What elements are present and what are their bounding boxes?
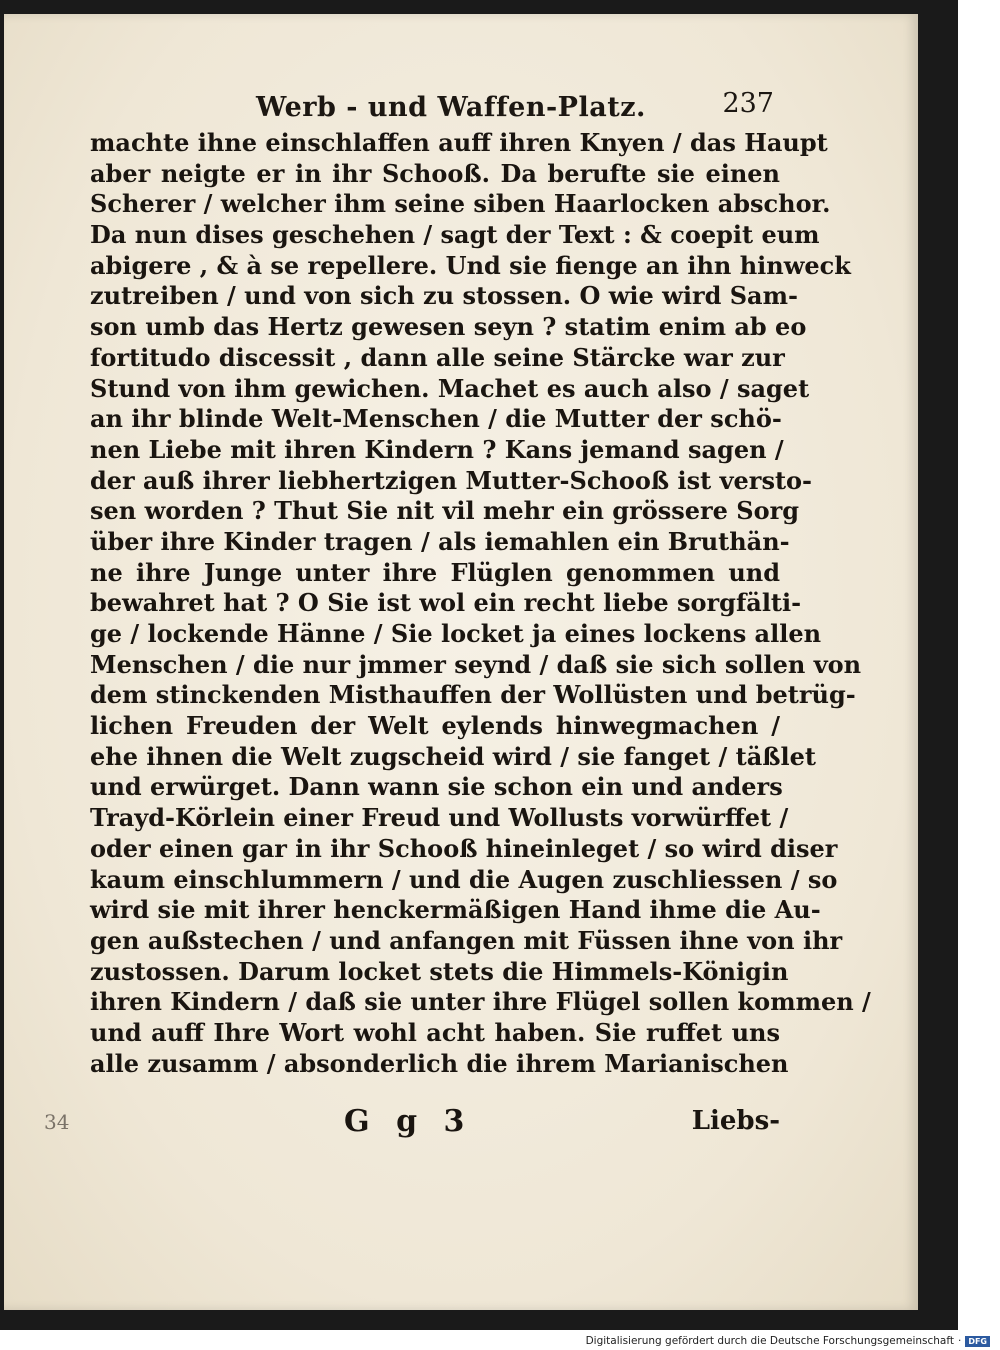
text-line: abigere , & à se repellere. Und sie fienge an ihn hinweck: [90, 250, 851, 280]
catchword: Liebs-: [691, 1106, 780, 1136]
body-text: [90, 128, 871, 1079]
text-line: son umb das Hertz gewesen seyn ? statim enim ab eo: [90, 312, 807, 342]
text-line: dem stinckenden Misthauffen der Wollüsten und betrüg-: [90, 680, 856, 710]
text-line: ihren Kindern / daß sie unter ihre Flügel sollen kommen /: [90, 987, 871, 1017]
attribution-text: Digitalisierung gefördert durch die Deutsche Forschungsgemeinschaft: [585, 1335, 954, 1347]
text-line: und auff Ihre Wort wohl acht haben. Sie ruffet uns: [90, 1017, 780, 1047]
signature-mark: G g 3: [344, 1104, 473, 1139]
text-line: sen worden ? Thut Sie nit vil mehr ein grössere Sorg: [90, 496, 800, 526]
text-line: wird sie mit ihrer henckermäßigen Hand ihme die Au-: [90, 895, 821, 925]
text-line: ge / lockende Hänne / Sie locket ja eines lockens allen: [90, 619, 822, 648]
book-page: [4, 14, 918, 1310]
text-line: zutreiben / und von sich zu stossen. O wie wird Sam-: [90, 281, 798, 311]
text-line: an ihr blinde Welt-Menschen / die Mutter der schö-: [90, 404, 782, 434]
text-line: Stund von ihm gewichen. Machet es auch also / saget: [90, 373, 810, 403]
text-line: über ihre Kinder tragen / als iemahlen ein Bruthän-: [90, 526, 790, 556]
text-line: kaum einschlummern / und die Augen zuschliessen / so: [90, 864, 838, 894]
dfg-logo: DFG: [965, 1336, 990, 1347]
running-title: Werb - und Waffen-Platz.: [256, 92, 646, 123]
text-line: aber neigte er in ihr Schooß. Da berufte sie einen: [90, 158, 780, 188]
text-line: Trayd-Körlein einer Freud und Wollusts vorwürffet /: [90, 803, 789, 833]
text-line: und erwürget. Dann wann sie schon ein und anders: [90, 772, 783, 802]
text-line: zustossen. Darum locket stets die Himmels-Königin: [90, 956, 789, 986]
text-line: nen Liebe mit ihren Kindern ? Kans jemand sagen /: [90, 434, 784, 464]
text-line: machte ihne einschlaffen auff ihren Knyen / das Haupt: [90, 128, 828, 157]
text-line: der auß ihrer liebhertzigen Mutter-Schooß ist versto-: [90, 465, 813, 495]
page-footer: [44, 1104, 780, 1144]
text-line: Scherer / welcher ihm seine siben Haarlocken abschor.: [90, 189, 831, 219]
text-line: Da nun dises geschehen / sagt der Text : & coepit eum: [90, 220, 820, 250]
text-line: lichen Freuden der Welt eylends hinwegmachen /: [90, 711, 780, 741]
text-line: oder einen gar in ihr Schooß hineinleget / so wird diser: [90, 833, 838, 863]
attribution-bar: Digitalisierung gefördert durch die Deutsche Forschungsgemeinschaft · DFG: [586, 1334, 990, 1348]
page-header: [244, 86, 774, 126]
text-line: alle zusamm / absonderlich die ihrem Marianischen: [90, 1048, 789, 1078]
text-line: bewahret hat ? O Sie ist wol ein recht liebe sorgfälti-: [90, 588, 802, 618]
margin-mark: 34: [44, 1110, 70, 1134]
text-line: ehe ihnen die Welt zugscheid wird / sie fanget / täßlet: [90, 741, 816, 771]
text-line: fortitudo discessit , dann alle seine Stärcke war zur: [90, 342, 785, 372]
text-line: Menschen / die nur jmmer seynd / daß sie sich sollen von: [90, 649, 862, 679]
page-number: 237: [722, 88, 774, 119]
text-line: gen außstechen / und anfangen mit Füssen ihne von ihr: [90, 925, 843, 955]
text-line: ne ihre Junge unter ihre Flüglen genommen und: [90, 557, 780, 587]
